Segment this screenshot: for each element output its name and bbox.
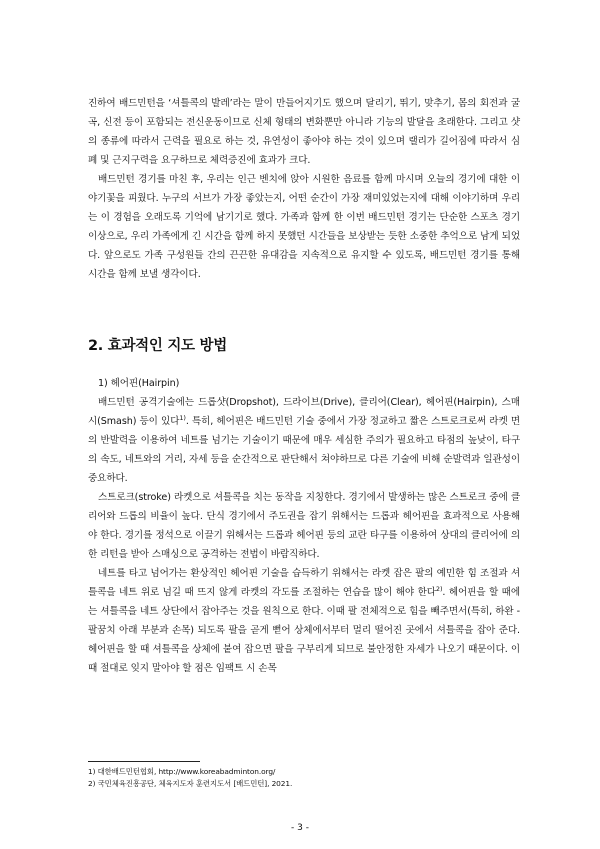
paragraph: 배드민턴 경기를 마친 후, 우리는 인근 벤치에 앉아 시원한 음료를 함께 마시며 오늘의 경기에 대한 이야기꽃을 피웠다. 누구의 서브가 가장 좋았는지, 어떤 순간이 가장 재미있었는지에 대해 이야기하며 우리는 이 경험을 오래도록 기억에 남기기로 했다. 가족과 함께 한 이번 배드민턴 경기는 단순한 스포츠 경기 이상으로, 우리 가족에게 긴 시간을 함께 하지 못했던 시간들을 보상받는 듯한 소중한 추억으로 남게 되었다. 앞으로도 가족 구성원들 간의 끈끈한 유대감을 지속적으로 유지할 수 있도록, 배드민턴 경기를 통해 시간을 함께 보낼 생각이다. <box>88 174 520 280</box>
paragraph: 스트로크(stroke) 라켓으로 셔틀콕을 치는 동작을 지칭한다. 경기에서 발생하는 많은 스트로크 중에 클리어와 드롭의 비율이 높다. 단식 경기에서 주도권을 잡기 위해서는 드롭과 헤어핀을 효과적으로 사용해야 한다. 경기를 정석으로 이끌기 위해서는 드롭과 헤어핀 등의 교란 타구를 이용하여 상대의 클리어에 의한 리턴을 받아 스매싱으로 공격하는 전법이 바람직하다. <box>88 492 520 560</box>
subsection-heading: 1) 헤어핀(Hairpin) <box>98 378 180 389</box>
footnote-ref: 2) <box>435 584 443 593</box>
paragraph <box>88 393 520 488</box>
footnote: 2) 국민체육진흥공단, 체육지도자 훈련지도서 [배드민턴], 2021. <box>88 778 293 788</box>
footnote-ref: 1) <box>179 413 186 422</box>
paragraph-text: 네트를 타고 넘어가는 환상적인 헤어핀 기술을 습득하기 위해서는 라켓 잡은 팔의 예민한 힘 조절과 셔틀콕을 네트 위로 넘길 때 뜨지 않게 라켓의 각도를 조절하는 연습을 많이 해야 한다 <box>88 568 520 598</box>
paragraph-text: . 헤어핀을 할 때에는 셔틀콕을 네트 상단에서 잡아주는 것을 원칙으로 한다. 이때 팔 전체적으로 힘을 빼주면서(특히, 하완 - 팔꿈치 아래 부분과 손목) 되도록 팔을 곧게 뻗어 상체에서부터 멀리 떨어진 곳에서 셔틀콕을 잡아 준다. 헤어핀을 할 때 셔틀콕을 상체에 붙여 잡으면 팔을 구부리게 되므로 불안정한 자세가 나오기 때문이다. 이때 절대로 잊지 말아야 할 점은 임팩트 시 손목 <box>88 587 521 674</box>
section-heading: 2. 효과적인 지도 방법 <box>88 338 227 354</box>
paragraph-text: 배드민턴 공격기술에는 드롭샷(Dropshot), 드라이브(Drive), 클리어(Clear), 헤어핀(Hairpin), 스매시(Smash) 등이 있다 <box>88 397 520 427</box>
paragraph-text: . 특히, 헤어핀은 배드민턴 기술 중에서 가장 정교하고 짧은 스트로크로써 라켓 면의 반발력을 이용하여 네트를 넘기는 기술이기 때문에 매우 세심한 주의가 필요하고 타점의 높낮이, 타구의 속도, 네트와의 거리, 자세 등을 순간적으로 판단해서 쳐야하므로 다른 기술에 비해 순발력과 일관성이 중요하다. <box>88 416 520 484</box>
paragraph: 진하여 배드민턴을 ‘셔틀콕의 발레’라는 말이 만들어지기도 했으며 달리기, 뛰기, 맞추기, 몸의 회전과 굴곡, 신전 등이 포함되는 전신운동이므로 신체 형태의 변화뿐만 아니라 기능의 발달을 초래한다. 그리고 샷의 종류에 따라서 근력을 필요로 하는 것, 유연성이 좋아야 하는 것이 있으며 랠리가 길어짐에 따라서 심폐 및 근지구력을 요구하므로 체력증진에 효과가 크다. <box>88 98 520 166</box>
footnotes <box>88 766 520 789</box>
body-text <box>88 94 520 678</box>
page-number: - 3 - <box>291 823 309 833</box>
paragraph <box>88 564 520 678</box>
footnote: 1) 대한배드민턴협회, http://www.koreabadminton.org/ <box>88 767 276 776</box>
footnote-divider <box>88 761 200 762</box>
